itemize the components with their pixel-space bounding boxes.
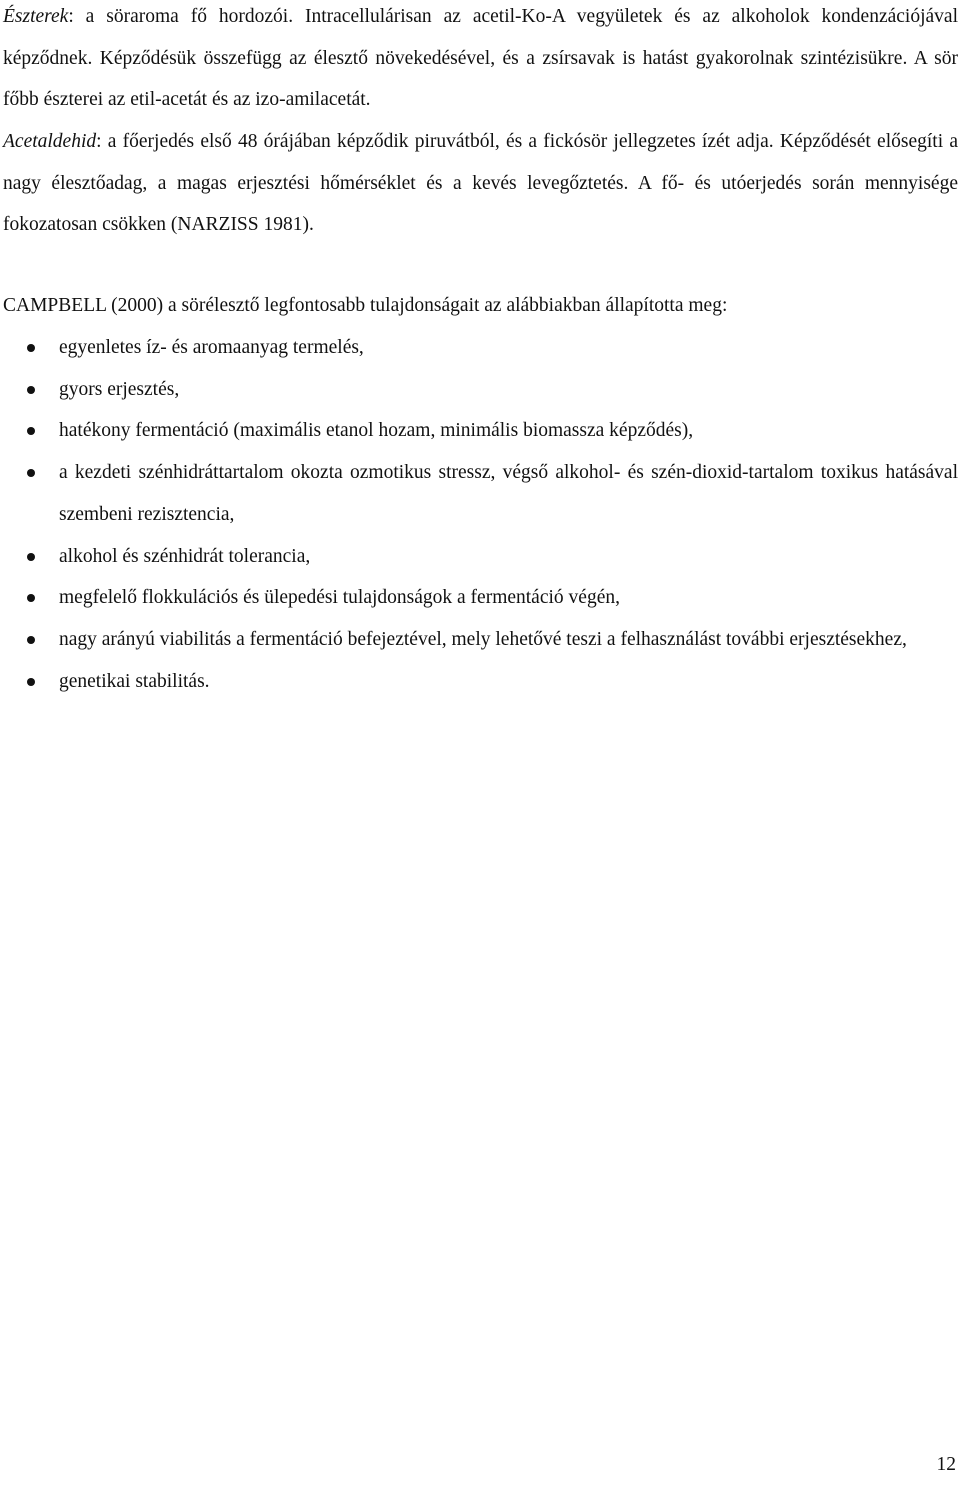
list-item-text: nagy arányú viabilitás a fermentáció befejeztével, mely lehetővé teszi a felhasználást további erjesztésekhez, bbox=[59, 628, 907, 650]
bullet-icon bbox=[27, 553, 35, 561]
list-item bbox=[0, 577, 958, 619]
list-item bbox=[0, 661, 958, 703]
bullet-icon bbox=[27, 636, 35, 644]
list-item-text: egyenletes íz- és aromaanyag termelés, bbox=[59, 337, 364, 358]
yeast-properties-list bbox=[0, 327, 958, 702]
bullet-icon bbox=[27, 594, 35, 602]
page-number: 12 bbox=[936, 1454, 956, 1475]
paragraph-esters bbox=[3, 0, 958, 121]
bullet-icon bbox=[27, 344, 35, 352]
bullet-icon bbox=[27, 427, 35, 435]
list-item-text: gyors erjesztés, bbox=[59, 378, 180, 400]
list-item-text: alkohol és szénhidrát tolerancia, bbox=[59, 545, 311, 567]
list-item-text: megfelelő flokkulációs és ülepedési tulajdonságok a fermentáció végén, bbox=[59, 587, 620, 609]
list-item bbox=[0, 619, 958, 661]
list-item-text: a kezdeti szénhidráttartalom okozta ozmotikus stressz, végső alkohol- és szén-dioxid-tartalom toxikus hatásával szembeni rezisztencia, bbox=[59, 462, 958, 525]
bullet-icon bbox=[27, 678, 35, 686]
list-item-text: genetikai stabilitás. bbox=[59, 670, 210, 692]
paragraph-term: Acetaldehid bbox=[3, 131, 97, 152]
bullet-icon bbox=[27, 386, 35, 394]
list-item-text: hatékony fermentáció (maximális etanol hozam, minimális biomassza képződés), bbox=[59, 420, 694, 442]
paragraph-text: : a főerjedés első 48 órájában képződik piruvátból, és a fickósör jellegzetes ízét adja. Képződését elősegíti a nagy élesztőadag, a magas erjesztési hőmérséklet és a kevés levegőztetés. A fő- és utóerjedés során mennyisége fokozatosan csökken (NARZISS 1981). bbox=[3, 131, 958, 236]
list-item bbox=[0, 327, 958, 369]
list-item bbox=[0, 410, 958, 452]
bullet-icon bbox=[27, 469, 35, 477]
paragraph-text: : a söraroma fő hordozói. Intracellulárisan az acetil-Ko-A vegyületek és az alkoholok kondenzációjával képződnek. Képződésük összefügg az élesztő növekedésével, és a zsírsavak is hatást gyakorolnak szintézisükre. A sör főbb észterei az etil-acetát és az izo-amilacetát. bbox=[3, 6, 958, 111]
list-item bbox=[0, 369, 958, 411]
list-item bbox=[0, 452, 958, 535]
list-item bbox=[0, 536, 958, 578]
paragraph-acetaldehyde bbox=[3, 121, 958, 246]
paragraph-campbell-intro: CAMPBELL (2000) a sörélesztő legfontosabb tulajdonságait az alábbiakban állapította meg: bbox=[3, 295, 728, 316]
paragraph-term: Észterek bbox=[3, 6, 69, 27]
